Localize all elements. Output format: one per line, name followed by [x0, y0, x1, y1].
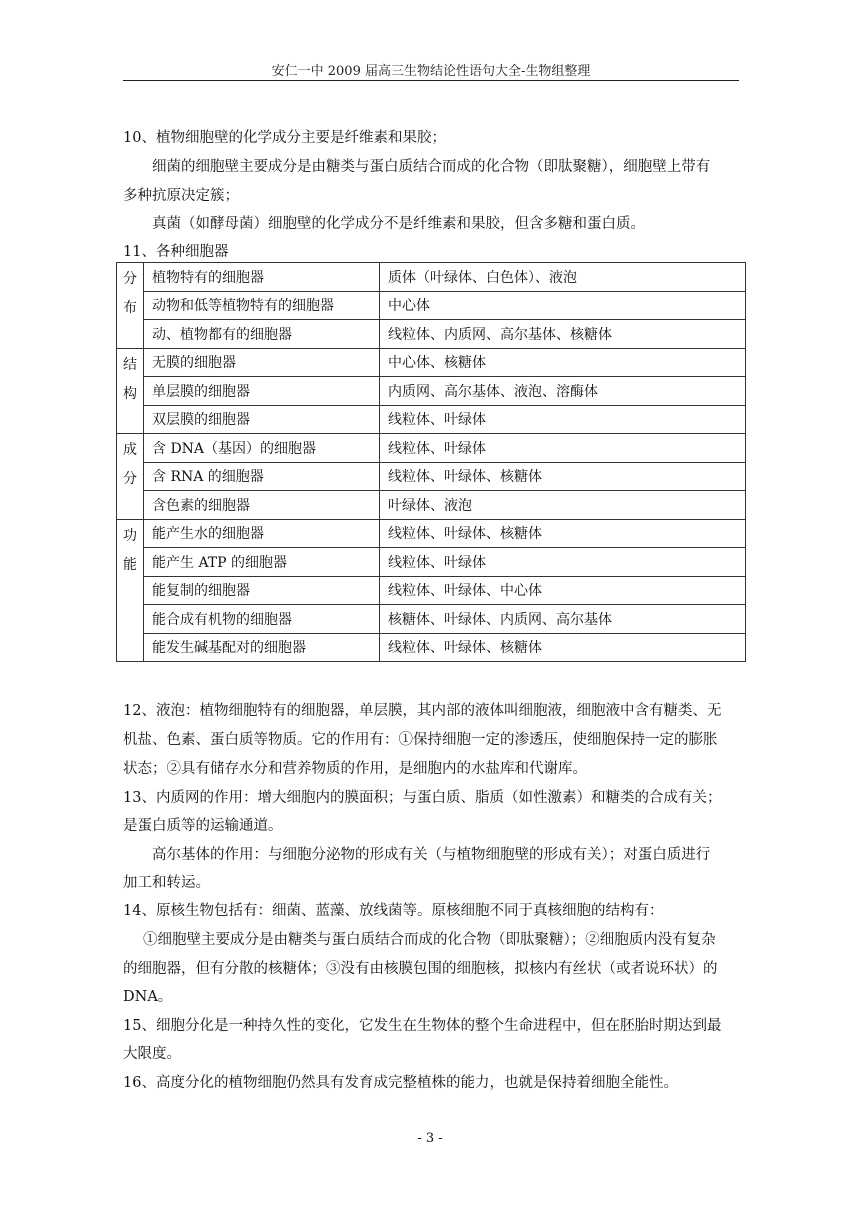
category-char: 结 — [123, 356, 137, 373]
section-12-text: 12、液泡：植物细胞特有的细胞器，单层膜，其内部的液体叫细胞液，细胞液中含有糖类、无 — [123, 703, 722, 719]
category-cell — [117, 263, 144, 349]
table-row — [117, 462, 746, 491]
table-row — [117, 263, 746, 292]
category-char: 能 — [123, 556, 137, 573]
organelle-value-cell: 中心体、核糖体 — [380, 348, 746, 377]
section-11-heading: 11、各种细胞器 — [123, 244, 229, 260]
section-13-golgi-text: 高尔基体的作用：与细胞分泌物的形成有关（与植物细胞壁的形成有关）；对蛋白质进行 — [152, 847, 711, 863]
organelle-value-cell: 线粒体、叶绿体 — [380, 548, 746, 577]
organelle-description-cell: 含 RNA 的细胞器 — [144, 462, 380, 491]
table-row — [117, 633, 746, 662]
organelle-description-cell: 能产生 ATP 的细胞器 — [144, 548, 380, 577]
category-char: 功 — [123, 527, 137, 544]
section-14-text: 的细胞器，但有分散的核糖体；③没有由核膜包围的细胞核，拟核内有丝状（或者说环状）的 — [123, 961, 718, 977]
category-char: 分 — [123, 471, 137, 487]
organelle-table — [116, 262, 746, 662]
organelle-description-cell: 双层膜的细胞器 — [144, 405, 380, 434]
section-13-golgi-text: 加工和转运。 — [123, 875, 210, 891]
table-row — [117, 491, 746, 520]
page-number: - 3 - — [417, 1131, 443, 1146]
section-15-text: 大限度。 — [123, 1046, 181, 1062]
organelle-value-cell: 线粒体、叶绿体、中心体 — [380, 576, 746, 605]
table-row — [117, 605, 746, 634]
table-row — [117, 291, 746, 320]
organelle-value-cell: 中心体 — [380, 291, 746, 320]
section-13-text: 是蛋白质等的运输通道。 — [123, 818, 283, 834]
table-row — [117, 519, 746, 548]
section-14-text: DNA。 — [123, 989, 173, 1005]
organelle-description-cell: 动物和低等植物特有的细胞器 — [144, 291, 380, 320]
table-row — [117, 548, 746, 577]
category-char: 布 — [123, 300, 137, 316]
table-row — [117, 348, 746, 377]
category-char: 分 — [123, 271, 137, 287]
category-char: 成 — [123, 442, 137, 458]
category-cell — [117, 348, 144, 434]
section-10-bacteria-text: 细菌的细胞壁主要成分是由糖类与蛋白质结合而成的化合物（即肽聚糖），细胞壁上带有 — [152, 159, 711, 175]
category-cell — [117, 519, 144, 662]
organelle-description-cell: 含 DNA（基因）的细胞器 — [144, 434, 380, 463]
organelle-description-cell: 单层膜的细胞器 — [144, 377, 380, 406]
organelle-description-cell: 含色素的细胞器 — [144, 491, 380, 520]
section-10-fungi-text: 真菌（如酵母菌）细胞壁的化学成分不是纤维素和果胶，但含多糖和蛋白质。 — [152, 216, 645, 232]
header-divider — [123, 80, 739, 81]
organelle-value-cell: 线粒体、叶绿体 — [380, 405, 746, 434]
organelle-description-cell: 能复制的细胞器 — [144, 576, 380, 605]
section-12-text: 状态；②具有储存水分和营养物质的作用，是细胞内的水盐库和代谢库。 — [123, 761, 587, 777]
organelle-description-cell: 动、植物都有的细胞器 — [144, 320, 380, 349]
section-14-text: 14、原核生物包括有：细菌、蓝藻、放线菌等。原核细胞不同于真核细胞的结构有： — [123, 903, 664, 919]
organelle-description-cell: 植物特有的细胞器 — [144, 263, 380, 292]
table-row — [117, 576, 746, 605]
organelle-description-cell: 能发生碱基配对的细胞器 — [144, 633, 380, 662]
category-cell — [117, 434, 144, 520]
section-12-text: 机盐、色素、蛋白质等物质。它的作用有：①保持细胞一定的渗透压，使细胞保持一定的膨胀 — [123, 732, 718, 748]
category-char: 构 — [123, 385, 137, 402]
section-14-text: ①细胞壁主要成分是由糖类与蛋白质结合而成的化合物（即肽聚糖）；②细胞质内没有复杂 — [143, 932, 716, 948]
organelle-description-cell: 能产生水的细胞器 — [144, 519, 380, 548]
section-15-text: 15、细胞分化是一种持久性的变化，它发生在生物体的整个生命进程中，但在胚胎时期达到最 — [123, 1018, 722, 1034]
table-row — [117, 320, 746, 349]
organelle-value-cell: 叶绿体、液泡 — [380, 491, 746, 520]
organelle-value-cell: 线粒体、内质网、高尔基体、核糖体 — [380, 320, 746, 349]
organelle-value-cell: 内质网、高尔基体、液泡、溶酶体 — [380, 377, 746, 406]
section-16-text: 16、高度分化的植物细胞仍然具有发育成完整植株的能力，也就是保持着细胞全能性。 — [123, 1075, 678, 1091]
section-10-heading: 10、植物细胞壁的化学成分主要是纤维素和果胶； — [123, 130, 446, 146]
organelle-value-cell: 线粒体、叶绿体、核糖体 — [380, 633, 746, 662]
page-header-title: 安仁一中 2009 届高三生物结论性语句大全-生物组整理 — [271, 64, 591, 79]
table-row — [117, 377, 746, 406]
table-row — [117, 434, 746, 463]
organelle-description-cell: 能合成有机物的细胞器 — [144, 605, 380, 634]
organelle-value-cell: 核糖体、叶绿体、内质网、高尔基体 — [380, 605, 746, 634]
table-row — [117, 405, 746, 434]
organelle-value-cell: 质体（叶绿体、白色体）、液泡 — [380, 263, 746, 292]
section-10-bacteria-text-cont: 多种抗原决定簇； — [123, 188, 239, 204]
organelle-description-cell: 无膜的细胞器 — [144, 348, 380, 377]
organelle-value-cell: 线粒体、叶绿体、核糖体 — [380, 519, 746, 548]
organelle-value-cell: 线粒体、叶绿体 — [380, 434, 746, 463]
organelle-value-cell: 线粒体、叶绿体、核糖体 — [380, 462, 746, 491]
section-13-text: 13、内质网的作用：增大细胞内的膜面积；与蛋白质、脂质（如性激素）和糖类的合成有关； — [123, 790, 722, 806]
